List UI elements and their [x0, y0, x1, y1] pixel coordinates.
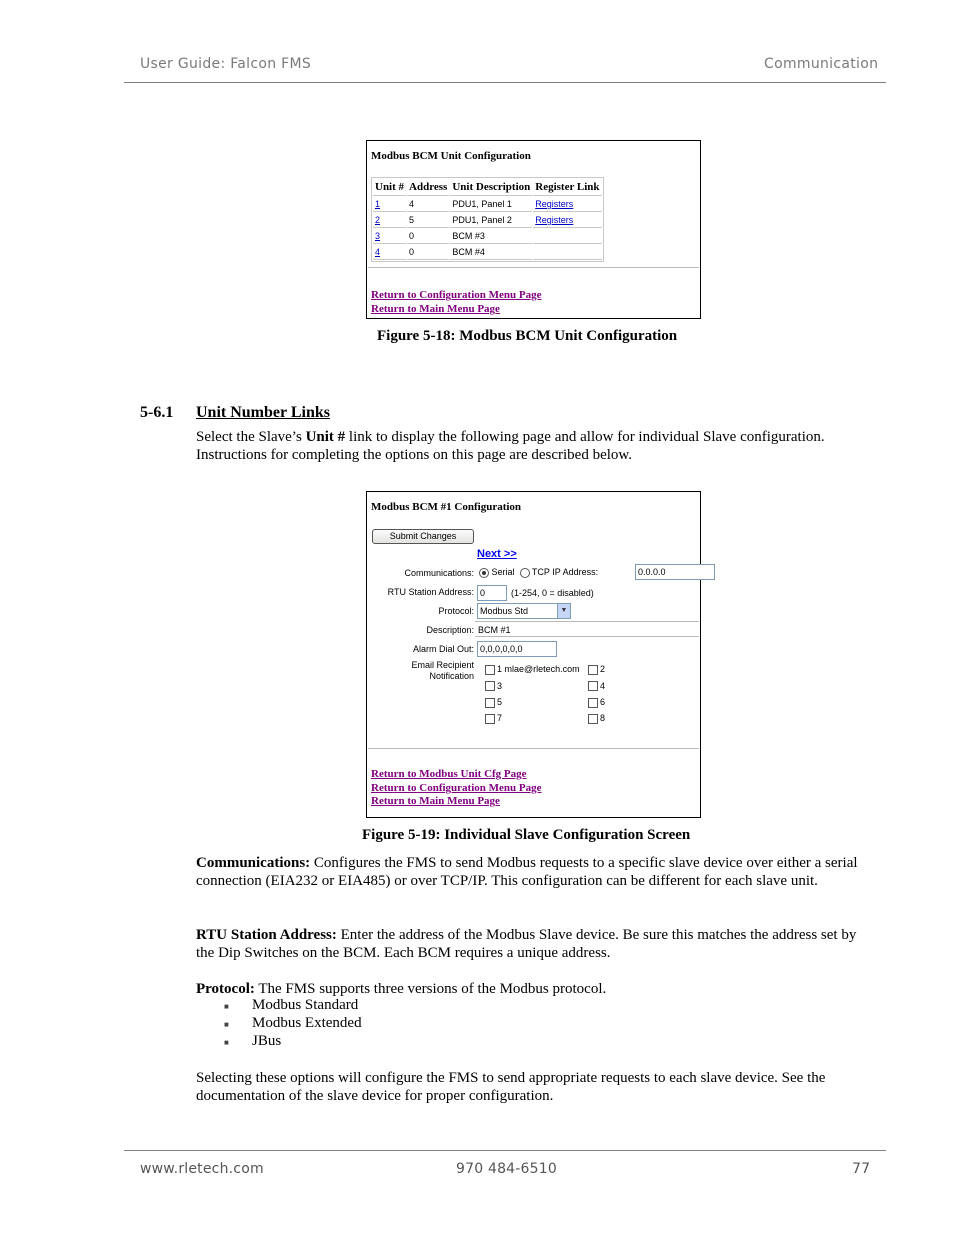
unit-link[interactable]: 1	[375, 199, 381, 209]
table-row	[373, 245, 602, 260]
table-row	[373, 213, 602, 228]
email-checkbox-3[interactable]	[485, 681, 495, 691]
alarm-dial-out-input[interactable]: 0,0,0,0,0,0	[477, 641, 557, 657]
unit-link[interactable]: 3	[375, 231, 381, 241]
return-modbus-cfg-link[interactable]: Return to Modbus Unit Cfg Page	[371, 768, 527, 780]
paragraph-heading: Protocol:	[196, 981, 255, 997]
description-label: Description:	[426, 625, 474, 635]
email-option-label: 4	[600, 681, 606, 691]
unit-link[interactable]: 4	[375, 247, 381, 257]
rtu-address-label: RTU Station Address:	[387, 587, 474, 597]
communications-paragraph	[196, 854, 876, 890]
email-checkbox-4[interactable]	[588, 681, 598, 691]
address-cell: 4	[407, 197, 449, 212]
section-title: Unit Number Links	[196, 404, 330, 421]
return-config-menu-link[interactable]: Return to Configuration Menu Page	[371, 289, 542, 301]
protocol-label: Protocol:	[438, 606, 474, 616]
footer-phone: 970 484-6510	[456, 1161, 557, 1177]
protocol-select[interactable]	[477, 603, 571, 619]
bullet-item: JBus	[252, 1033, 282, 1049]
email-checkbox-2[interactable]	[588, 665, 598, 675]
header-title: User Guide: Falcon FMS	[140, 56, 312, 72]
return-config-menu-link[interactable]: Return to Configuration Menu Page	[371, 782, 542, 794]
address-cell: 0	[407, 245, 449, 260]
description-cell: BCM #3	[450, 229, 532, 244]
description-cell: BCM #4	[450, 245, 532, 260]
table-row	[373, 197, 602, 212]
header-section: Communication	[764, 56, 879, 72]
email-checkbox-6[interactable]	[588, 698, 598, 708]
return-main-menu-link[interactable]: Return to Main Menu Page	[371, 303, 500, 315]
next-link[interactable]: Next >>	[477, 548, 517, 560]
return-main-menu-link[interactable]: Return to Main Menu Page	[371, 795, 500, 807]
email-option-label: 6	[600, 697, 606, 707]
registers-link[interactable]: Registers	[535, 199, 574, 209]
comm-options	[479, 567, 598, 578]
figure-5-19-screenshot	[366, 491, 701, 818]
footer-website: www.rletech.com	[140, 1161, 264, 1177]
description-cell: PDU1, Panel 1	[450, 197, 532, 212]
communications-label: Communications:	[404, 568, 474, 578]
intro-bold: Unit #	[305, 429, 346, 445]
rtu-paragraph	[196, 926, 876, 962]
submit-changes-button[interactable]: Submit Changes	[372, 529, 474, 544]
bullet-item: Modbus Standard	[252, 997, 359, 1013]
footer-rule	[124, 1150, 886, 1151]
email-checkbox-1[interactable]	[485, 665, 495, 675]
intro-text: link to display the following page and allow for individual Slave configuration. Instructions for completing the options on this page are described below.	[196, 429, 825, 463]
figure-title: Modbus BCM Unit Configuration	[371, 150, 531, 162]
paragraph-heading: Communications:	[196, 855, 311, 871]
intro-text: Select the Slave’s	[196, 429, 306, 445]
protocol-paragraph	[196, 980, 876, 998]
unit-table	[371, 177, 604, 262]
email-checkbox-7[interactable]	[485, 714, 495, 724]
section-number: 5-6.1	[140, 404, 174, 421]
email-option-label: 7	[497, 713, 503, 723]
email-option-label: 2	[600, 664, 606, 674]
email-option-label: 3	[497, 681, 503, 691]
rtu-hint: (1-254, 0 = disabled)	[511, 588, 594, 598]
email-checkbox-5[interactable]	[485, 698, 495, 708]
register-cell	[533, 229, 601, 244]
unit-link[interactable]: 2	[375, 215, 381, 225]
bullet-icon: ■	[224, 1038, 229, 1047]
description-cell: PDU1, Panel 2	[450, 213, 532, 228]
page-number: 77	[852, 1161, 871, 1177]
figure-title: Modbus BCM #1 Configuration	[371, 501, 522, 513]
rtu-address-input[interactable]: 0	[477, 585, 507, 601]
divider	[475, 636, 699, 637]
figure-caption: Figure 5-18: Modbus BCM Unit Configuration	[377, 328, 678, 344]
chevron-down-icon: ▼	[557, 604, 570, 618]
col-header: Address	[407, 179, 449, 196]
serial-label: Serial	[491, 567, 515, 577]
email-option-label: 1 mlae@rletech.com	[497, 664, 580, 674]
col-header: Register Link	[533, 179, 601, 196]
closing-paragraph: Selecting these options will configure the FMS to send appropriate requests to each slave device. See the documentation of the slave device for proper configuration.	[196, 1070, 826, 1104]
bullet-icon: ■	[224, 1002, 229, 1011]
address-cell: 5	[407, 213, 449, 228]
tcp-radio[interactable]	[520, 568, 530, 578]
tcp-label: TCP IP Address:	[531, 567, 599, 577]
paragraph-text: Configures the FMS to send Modbus requests to a specific slave device over either a serial connection (EIA232 or EIA485) or over TCP/IP. This configuration can be different for each slave unit.	[196, 855, 858, 889]
tcp-ip-input[interactable]: 0.0.0.0	[635, 564, 715, 580]
paragraph-text: The FMS supports three versions of the Modbus protocol.	[254, 981, 607, 997]
description-input[interactable]: BCM #1	[478, 625, 511, 635]
email-label-line: Email Recipient	[411, 660, 474, 670]
email-option-label: 5	[497, 697, 503, 707]
table-header-row	[373, 179, 602, 196]
col-header: Unit Description	[450, 179, 532, 196]
paragraph-text: Enter the address of the Modbus Slave device. Be sure this matches the address set by the Dip Switches on the BCM. Each BCM requires a unique address.	[196, 927, 857, 961]
section-intro	[196, 428, 876, 464]
table-row	[373, 229, 602, 244]
col-header: Unit #	[373, 179, 406, 196]
divider	[368, 748, 699, 749]
paragraph-heading: RTU Station Address:	[196, 927, 337, 943]
register-cell	[533, 245, 601, 260]
registers-link[interactable]: Registers	[535, 215, 574, 225]
bullet-icon: ■	[224, 1020, 229, 1029]
bullet-item: Modbus Extended	[252, 1015, 362, 1031]
header-rule	[124, 82, 886, 83]
figure-5-18-screenshot	[366, 140, 701, 319]
divider	[475, 621, 699, 622]
email-label-line: Notification	[429, 671, 474, 681]
email-recipient-label	[367, 660, 474, 682]
email-option-label: 8	[600, 713, 606, 723]
figure-caption: Figure 5-19: Individual Slave Configuration Screen	[362, 827, 691, 843]
divider	[368, 267, 699, 268]
protocol-value: Modbus Std	[480, 606, 529, 616]
address-cell: 0	[407, 229, 449, 244]
alarm-dial-out-label: Alarm Dial Out:	[412, 644, 474, 654]
serial-radio[interactable]	[479, 568, 489, 578]
email-checkbox-8[interactable]	[588, 714, 598, 724]
